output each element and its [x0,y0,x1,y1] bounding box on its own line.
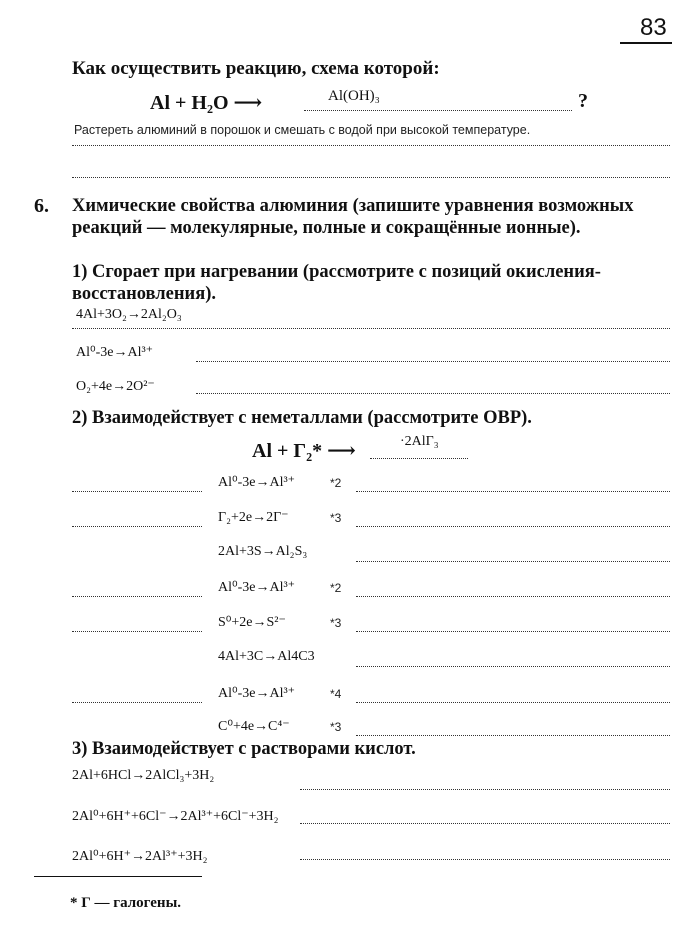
part2-scheme-answer: ·2AlГ₃ [400,434,439,449]
part3-molecular-equation: 2Al+6HCl→2AlCl₃+3H₂ [72,768,215,783]
answer-line [356,491,670,492]
part1-heading: 1) Сгорает при нагревании (рассмотрите с позиций окисления-восстановления). [72,262,601,304]
half-reaction: Al⁰-3e→Al³⁺ [218,580,296,595]
section-title-rest: (запишите уравнения возможных реакций — молекулярные, полные и сокращённые ионные). [72,196,634,238]
answer-line [72,526,202,527]
half-reaction: S⁰+2e→S²⁻ [218,615,286,630]
half-reaction: Г₂+2e→2Г⁻ [218,510,289,525]
answer-line [356,631,670,632]
part3-heading: 3) Взаимодействует с растворами кислот. [72,739,416,759]
answer-line [196,393,670,394]
answer-line [370,458,468,459]
multiplier: *3 [330,511,342,525]
answer-line [72,491,202,492]
half-reaction: Al⁰-3e→Al³⁺ [218,475,296,490]
footnote-rule [34,876,202,877]
section-title-bold: Химические свойства алюминия [72,196,348,216]
answer-line [72,596,202,597]
reaction-scheme: Al + H₂O ⟶ [150,92,263,114]
half-reaction: C⁰+4e→C⁴⁻ [218,719,290,734]
answer-line [356,702,670,703]
answer-line [300,789,670,790]
multiplier: *2 [330,581,342,595]
part1-half-reaction: O₂+4e→2O²⁻ [76,379,155,394]
question-text: Как осуществить реакцию, схема которой: [72,58,440,79]
answer-line [72,177,670,178]
part2-heading: 2) Взаимодействует с неметаллами (рассмотрите ОВР). [72,408,532,428]
page-number: 83 [640,14,667,41]
answer-line [356,666,670,667]
scheme-question-mark: ? [578,90,588,112]
answer-line [72,702,202,703]
answer-line [72,145,670,146]
half-reaction: Al⁰-3e→Al³⁺ [218,686,296,701]
part3-full-ionic-equation: 2Al⁰+6H⁺+6Cl⁻→2Al³⁺+6Cl⁻+3H₂ [72,809,279,824]
answer-line [72,328,670,329]
part1-half-reaction: Al⁰-3e→Al³⁺ [76,345,154,360]
part1-equation: 4Al+3O₂→2Al₂O₃ [76,307,182,322]
part3-short-ionic-equation: 2Al⁰+6H⁺→2Al³⁺+3H₂ [72,849,208,864]
multiplier: *4 [330,687,342,701]
section-title [72,195,672,239]
answer-line [196,361,670,362]
multiplier: *2 [330,476,342,490]
multiplier: *3 [330,720,342,734]
answer-line [300,859,670,860]
answer-line [304,110,572,111]
scheme-answer: Al(OH)₃ [328,88,380,104]
molecular-equation: 2Al+3S→Al₂S₃ [218,544,308,559]
page-number-rule [620,42,672,44]
part2-scheme: Al + Г₂* ⟶ [252,440,356,462]
footnote: * Г — галогены. [70,895,182,911]
answer-line [356,735,670,736]
answer-line [300,823,670,824]
question-answer: Растереть алюминий в порошок и смешать с водой при высокой температуре. [74,123,531,137]
answer-line [72,631,202,632]
section-number: 6. [34,195,49,217]
answer-line [356,526,670,527]
answer-line [356,596,670,597]
answer-line [356,561,670,562]
multiplier: *3 [330,616,342,630]
molecular-equation: 4Al+3C→Al4C3 [218,649,315,664]
